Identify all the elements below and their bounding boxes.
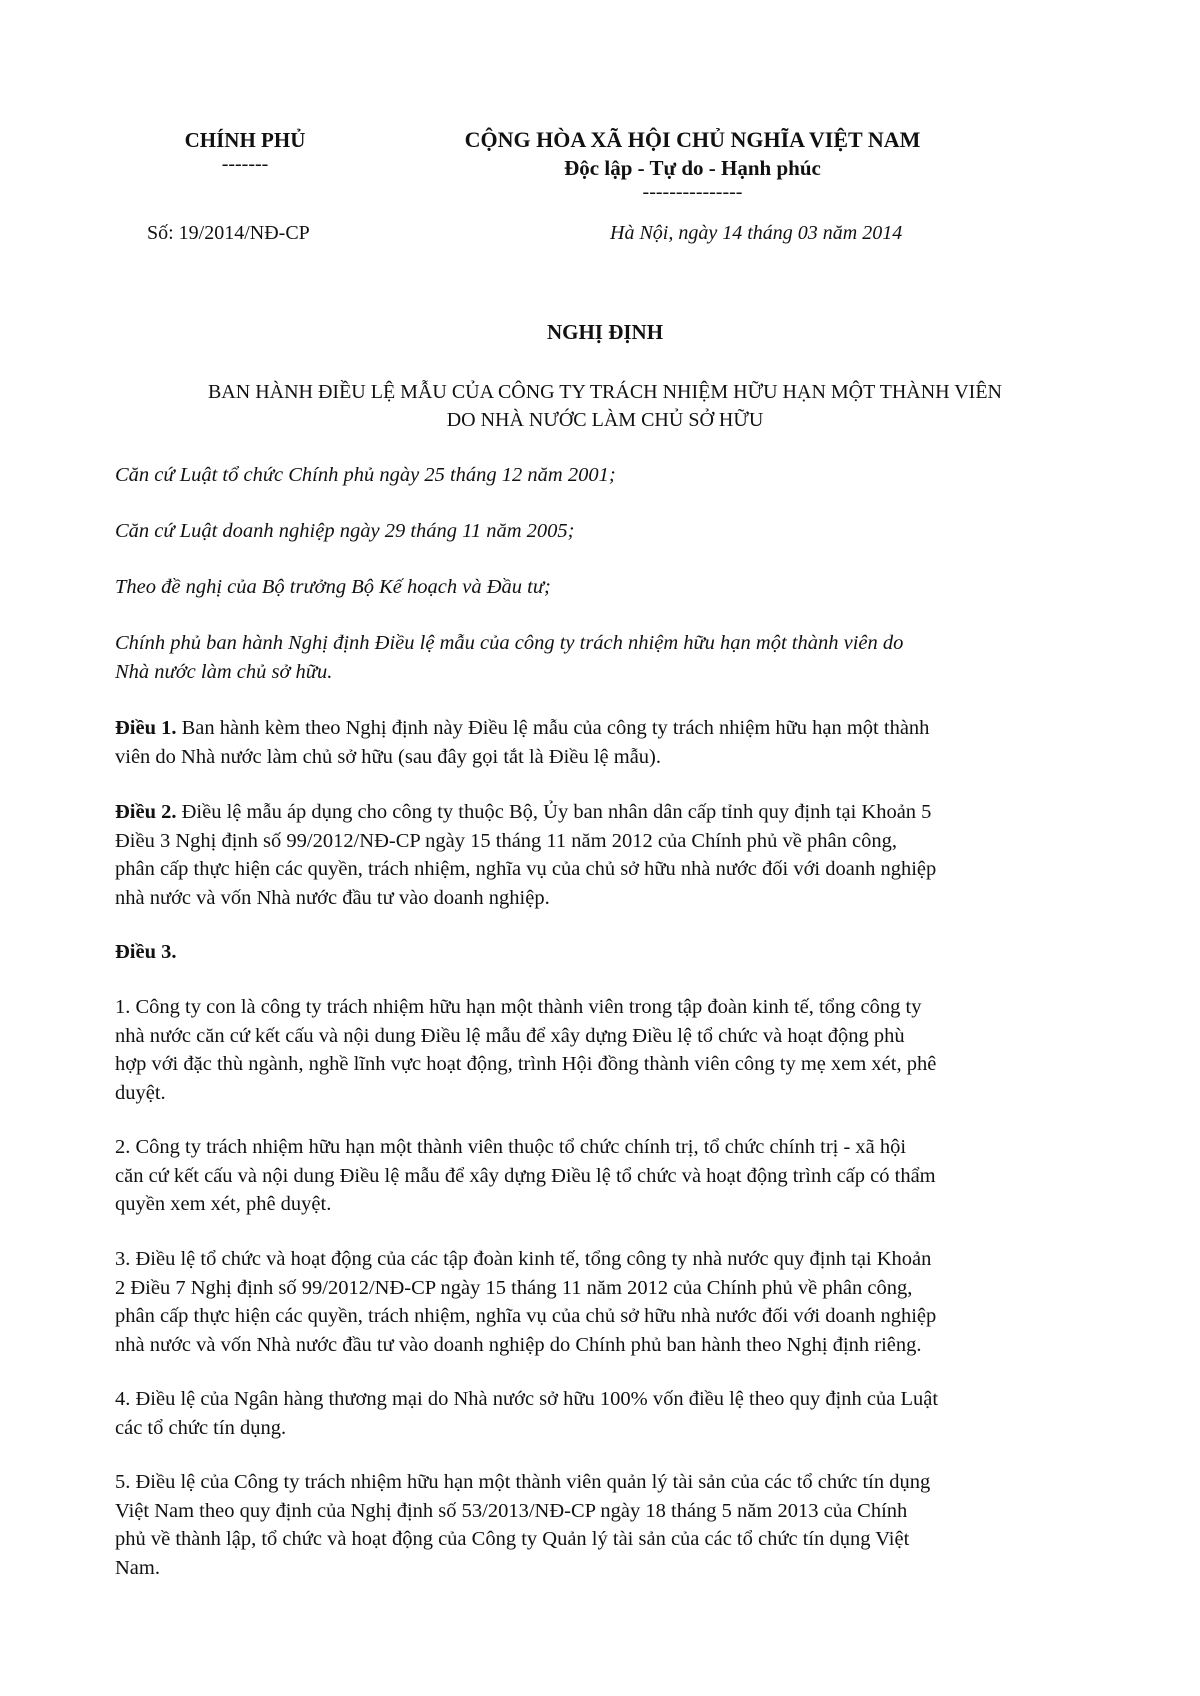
- issuer-rule: -------: [221, 153, 269, 175]
- national-motto: Độc lập - Tự do - Hạnh phúc: [564, 156, 821, 180]
- preamble-1: Căn cứ Luật tổ chức Chính phủ ngày 25 tháng 12 năm 2001;: [115, 464, 616, 486]
- clause-3-line-1: 3. Điều lệ tổ chức và hoạt động của các tập đoàn kinh tế, tổng công ty nhà nước quy định tại Khoản: [115, 1248, 932, 1270]
- issuer-name: CHÍNH PHỦ: [184, 128, 306, 152]
- national-title: CỘNG HÒA XÃ HỘI CHỦ NGHĨA VIỆT NAM: [464, 127, 921, 152]
- place-date: Hà Nội, ngày 14 tháng 03 năm 2014: [610, 222, 903, 244]
- clause-5-line-2: Việt Nam theo quy định của Nghị định số 53/2013/NĐ-CP ngày 18 tháng 5 năm 2013 của Chính: [115, 1499, 908, 1522]
- issuer-block: [140, 126, 350, 174]
- document-type: NGHỊ ĐỊNH: [546, 320, 664, 344]
- clause-1-line-3: hợp với đặc thù ngành, nghề lĩnh vực hoạt động, trình Hội đồng thành viên công ty mẹ xem xét, phê: [115, 1053, 937, 1075]
- preamble-3: Theo đề nghị của Bộ trưởng Bộ Kế hoạch và Đầu tư;: [115, 576, 551, 598]
- enactment-line-1: Chính phủ ban hành Nghị định Điều lệ mẫu của công ty trách nhiệm hữu hạn một thành viên do: [115, 632, 904, 654]
- document-title-line-1: BAN HÀNH ĐIỀU LỆ MẪU CỦA CÔNG TY TRÁCH NHIỆM HỮU HẠN MỘT THÀNH VIÊN: [207, 381, 1003, 403]
- article-3-label: Điều 3.: [115, 941, 177, 963]
- document-number: Số: 19/2014/NĐ-CP: [147, 222, 310, 244]
- national-heading-block: [395, 126, 990, 202]
- article-2: [115, 798, 1100, 912]
- clause-2-line-1: 2. Công ty trách nhiệm hữu hạn một thành viên thuộc tổ chức chính trị, tổ chức chính trị - xã hội: [115, 1136, 907, 1158]
- clause-5-line-1: 5. Điều lệ của Công ty trách nhiệm hữu hạn một thành viên quản lý tài sản của các tổ chức tín dụng: [115, 1471, 931, 1493]
- document-title-line-2: DO NHÀ NƯỚC LÀM CHỦ SỞ HỮU: [446, 409, 764, 431]
- clause-2-line-3: quyền xem xét, phê duyệt.: [115, 1193, 332, 1215]
- article-3-clause-5: [115, 1468, 1100, 1582]
- article-2-label: Điều 2.: [115, 801, 177, 823]
- article-1-line-2: viên do Nhà nước làm chủ sở hữu (sau đây gọi tắt là Điều lệ mẫu).: [115, 745, 662, 768]
- clause-3-line-3: phân cấp thực hiện các quyền, trách nhiệm, nghĩa vụ của chủ sở hữu nhà nước đối với doanh nghiệp: [115, 1305, 937, 1327]
- article-2-line-4: nhà nước và vốn Nhà nước đầu tư vào doanh nghiệp.: [115, 886, 550, 909]
- article-2-line-3: phân cấp thực hiện các quyền, trách nhiệm, nghĩa vụ của chủ sở hữu nhà nước đối với doanh nghiệp: [115, 858, 937, 880]
- enactment-clause: [115, 629, 1100, 686]
- article-2-text: Điều lệ mẫu áp dụng cho công ty thuộc Bộ, Ủy ban nhân dân cấp tỉnh quy định tại Khoản 5: [176, 801, 932, 823]
- clause-5-line-4: Nam.: [115, 1556, 160, 1579]
- clause-2-line-2: căn cứ kết cấu và nội dung Điều lệ mẫu để xây dựng Điều lệ tổ chức và hoạt động trình cấp có thẩm: [115, 1164, 936, 1187]
- article-3-clause-2: [115, 1133, 1100, 1219]
- clause-1-line-4: duyệt.: [115, 1081, 166, 1104]
- clause-4-line-1: 4. Điều lệ của Ngân hàng thương mại do Nhà nước sở hữu 100% vốn điều lệ theo quy định của Luật: [115, 1388, 939, 1410]
- clause-3-line-2: 2 Điều 7 Nghị định số 99/2012/NĐ-CP ngày 15 tháng 11 năm 2012 của Chính phủ về phân công,: [115, 1276, 913, 1299]
- enactment-line-2: Nhà nước làm chủ sở hữu.: [115, 660, 333, 683]
- article-1: [115, 714, 1100, 771]
- article-3-clause-3: [115, 1245, 1100, 1359]
- preamble-2: Căn cứ Luật doanh nghiệp ngày 29 tháng 11 năm 2005;: [115, 520, 575, 542]
- clause-4-line-2: các tổ chức tín dụng.: [115, 1416, 287, 1439]
- clause-1-line-2: nhà nước căn cứ kết cấu và nội dung Điều lệ mẫu để xây dựng Điều lệ tổ chức và hoạt động phù: [115, 1024, 905, 1047]
- article-1-label: Điều 1.: [115, 717, 177, 739]
- article-2-line-2: Điều 3 Nghị định số 99/2012/NĐ-CP ngày 15 tháng 11 năm 2012 của Chính phủ về phân công,: [115, 829, 897, 852]
- clause-1-line-1: 1. Công ty con là công ty trách nhiệm hữu hạn một thành viên trong tập đoàn kinh tế, tổng công ty: [115, 996, 922, 1018]
- document-title: [110, 378, 1100, 434]
- national-rule: ---------------: [642, 181, 743, 203]
- article-3-clause-1: [115, 993, 1100, 1107]
- clause-3-line-4: nhà nước và vốn Nhà nước đầu tư vào doanh nghiệp do Chính phủ ban hành theo Nghị định riêng.: [115, 1333, 922, 1356]
- article-1-text: Ban hành kèm theo Nghị định này Điều lệ mẫu của công ty trách nhiệm hữu hạn một thành: [176, 717, 930, 739]
- article-3-clause-4: [115, 1385, 1100, 1442]
- clause-5-line-3: phủ về thành lập, tổ chức và hoạt động của Công ty Quản lý tài sản của các tổ chức tín dụng Việt: [115, 1528, 910, 1550]
